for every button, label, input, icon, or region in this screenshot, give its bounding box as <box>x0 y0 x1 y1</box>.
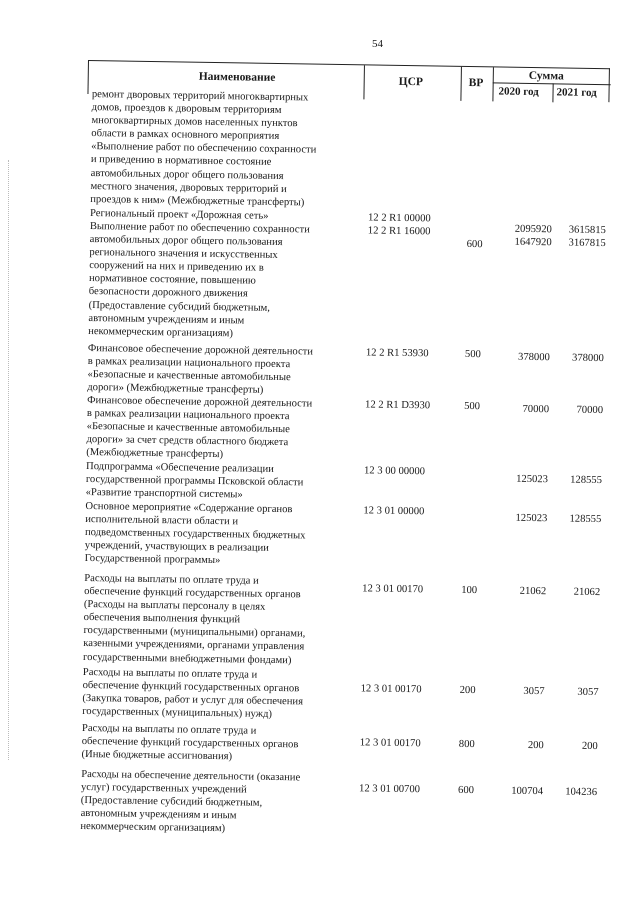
row-sum-2020 <box>496 94 554 95</box>
row-name: Расходы на выплаты по оплате труда и обеспечение функций государственных органов (Закупка товаров, работ и услуг для обеспечения государственных (муниципальных) нужд) <box>82 666 355 723</box>
row-name: Расходы на обеспечение деятельности (оказание услуг) государственных учреждений (Предоставление субсидий бюджетным, автономным учреждениям и иным некоммерческим организациям) <box>80 768 353 838</box>
table-row <box>0 571 632 581</box>
row-name: Подпрограмма «Обеспечение реализации государственной программы Псковской области «Развитие транспортной системы» <box>86 460 359 504</box>
row-vr: 600 <box>460 238 490 252</box>
row-sum-2020: 100704 <box>485 784 543 798</box>
header-year-2021: 2021 год <box>556 86 596 99</box>
row-sum-2021: 128555 <box>549 512 601 526</box>
row-vr: 800 <box>452 738 482 752</box>
header-vr: ВР <box>469 77 484 89</box>
row-sum-2020: 2095920 <box>494 222 552 236</box>
row-vr: 200 <box>453 684 483 698</box>
table-row <box>0 87 640 97</box>
row-sum-2021: 128555 <box>550 473 602 487</box>
row-vr: 500 <box>457 400 487 414</box>
row-sum-2021: 200 <box>546 739 598 753</box>
row-name: Финансовое обеспечение дорожной деятельности в рамках реализации национального проекта «Безопасные и качественные автомобильные дороги» (Межбюджетные трансферты) <box>87 342 360 399</box>
row-name: Региональный проект «Дорожная сеть» <box>90 207 362 224</box>
table-row <box>0 767 629 777</box>
row-csr: 12 3 00 00000 <box>364 464 454 479</box>
row-sum-2020: 125023 <box>490 472 548 486</box>
row-name: Финансовое обеспечение дорожной деятельности в рамках реализации национального проекта «Безопасные и качественные автомобильные дороги» за счет средств областного бюджета (Межбюджетные трансферты) <box>86 394 359 464</box>
row-csr <box>370 92 460 93</box>
row-csr: 12 2 R1 D3930 <box>365 398 455 413</box>
row-sum-2020: 378000 <box>492 350 550 364</box>
row-csr: 12 2 R1 53930 <box>366 346 456 361</box>
row-sum-2021: 70000 <box>551 403 603 417</box>
row-sum-2021 <box>556 95 608 96</box>
row-vr: 100 <box>454 584 484 598</box>
row-sum-2020: 1647920 <box>494 235 552 249</box>
row-sum-2021: 378000 <box>552 351 604 365</box>
row-sum-2021: 3615815 <box>554 223 606 237</box>
header-csr: ЦСР <box>399 76 423 88</box>
row-sum-2021: 21062 <box>548 585 600 599</box>
row-sum-2021: 104236 <box>545 785 597 799</box>
header-name: Наименование <box>199 71 276 84</box>
header-year-2020: 2020 год <box>498 85 538 98</box>
scan-margin-marks <box>8 160 11 760</box>
row-sum-2020: 21062 <box>488 584 546 598</box>
row-sum-2020: 125023 <box>489 511 547 525</box>
row-csr: 12 3 01 00170 <box>361 682 451 697</box>
row-sum-2020: 200 <box>486 738 544 752</box>
page-number: 54 <box>372 38 383 50</box>
row-sum-2021: 3167815 <box>554 236 606 250</box>
row-sum-2021: 3057 <box>547 685 599 699</box>
row-name: Расходы на выплаты по оплате труда и обеспечение функций государственных органов (Расходы на выплаты персоналу в целях обеспечения выполнения функций государственными (муниципальными) органами, казенными учреждениями, органами управления государственными внебюджетными фондами) <box>83 572 356 668</box>
row-csr: 12 3 01 00170 <box>362 582 452 597</box>
row-name: ремонт дворовых территорий многоквартирных домов, проездов к дворовым территориям многоквартирных домов населенных пунктов области в рамках основного мероприятия «Выполнение работ по обеспечению сохранности и приведению в нормативное состояние автомобильных дорог общего пользования местного значения, дворовых территорий и проездов к ним» (Межбюджетные трансферты) <box>90 88 364 210</box>
row-name: Выполнение работ по обеспечению сохранности автомобильных дорог общего пользования регионального значения и искусственных сооружений на них и приведению их в нормативное состояние, повышению безопасности дорожного движения (Предоставление субсидий бюджетным, автономным учреждениям и иным некоммерческим организациям) <box>88 220 362 342</box>
row-name: Основное мероприятие «Содержание органов исполнительной власти области и подведомственных государственных бюджетных учреждений, участвующих в реализации Государственной программы» <box>85 500 358 570</box>
row-csr: 12 2 R1 00000 <box>368 211 458 226</box>
header-sum: Сумма <box>529 70 564 83</box>
row-sum-2020: 3057 <box>487 684 545 698</box>
row-vr: 600 <box>451 784 481 798</box>
row-csr: 12 3 01 00000 <box>363 504 453 519</box>
row-csr: 12 2 R1 16000 <box>368 224 458 239</box>
table-row <box>0 341 636 351</box>
row-name: Расходы на выплаты по оплате труда и обеспечение функций государственных органов (Иные бюджетные ассигнования) <box>81 722 354 766</box>
row-sum-2020: 70000 <box>491 402 549 416</box>
table-row <box>0 721 630 731</box>
row-vr: 500 <box>458 348 488 362</box>
row-csr: 12 3 01 00170 <box>360 736 450 751</box>
row-csr: 12 3 01 00700 <box>359 782 449 797</box>
